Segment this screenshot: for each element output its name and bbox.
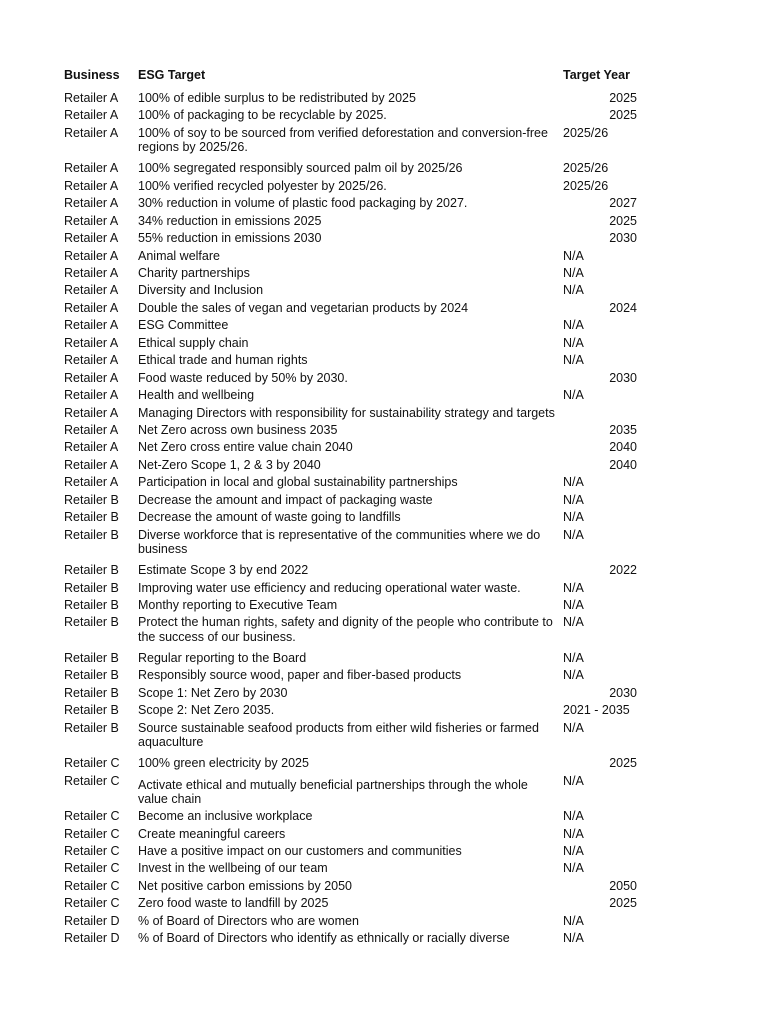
table-row [0,438,768,455]
cell-business: Retailer B [64,492,119,507]
cell-business: Retailer B [64,668,119,683]
cell-target-year: 2025 [609,213,637,228]
cell-esg-target: 100% segregated responsibly sourced palm oil by 2025/26 [138,161,463,176]
table-row [0,649,768,666]
cell-esg-target: Invest in the wellbeing of our team [138,861,328,876]
table-row [0,719,768,755]
table-row [0,177,768,194]
header-esg-target: ESG Target [138,68,206,82]
cell-business: Retailer A [64,475,119,490]
cell-esg-target: Monthy reporting to Executive Team [138,597,338,612]
cell-target-year: 2025/26 [563,125,609,140]
cell-target-year: N/A [563,650,584,665]
table-row [0,807,768,824]
cell-business: Retailer C [64,826,120,841]
table-row [0,754,768,771]
cell-business: Retailer C [64,773,120,788]
cell-esg-target: Scope 2: Net Zero 2035. [138,703,275,718]
cell-business: Retailer B [64,615,119,630]
cell-target-year: N/A [563,615,584,630]
cell-business: Retailer C [64,878,120,893]
cell-esg-target: Diversity and Inclusion [138,283,264,298]
table-row [0,701,768,718]
cell-esg-target: Protect the human rights, safety and dignity of the people who contribute to the success of our business. [138,615,553,644]
cell-business: Retailer B [64,685,119,700]
table-row [0,229,768,246]
cell-esg-target: Double the sales of vegan and vegetarian products by 2024 [138,300,469,315]
cell-target-year: 2024 [609,300,637,315]
cell-target-year: N/A [563,861,584,876]
cell-target-year: 2025 [609,91,637,105]
cell-business: Retailer A [64,178,119,193]
cell-target-year: N/A [563,931,584,946]
cell-business: Retailer A [64,353,119,368]
cell-business: Retailer B [64,703,119,718]
cell-esg-target: Create meaningful careers [138,826,286,841]
cell-business: Retailer B [64,650,119,665]
cell-business: Retailer A [64,196,119,211]
cell-business: Retailer A [64,318,119,333]
table-row [0,351,768,368]
cell-target-year: N/A [563,335,584,350]
cell-target-year: 2035 [609,422,637,437]
cell-esg-target: Become an inclusive workplace [138,809,313,824]
cell-target-year: N/A [563,510,584,525]
table-row [0,561,768,578]
table-body [0,89,768,947]
cell-esg-target: Charity partnerships [138,266,250,280]
cell-target-year: N/A [563,809,584,824]
cell-esg-target: Managing Directors with responsibility for sustainability strategy and targets [138,405,555,420]
table-row [0,842,768,859]
cell-target-year: N/A [563,266,584,280]
cell-target-year: 2025 [609,756,637,771]
table-row [0,684,768,701]
table-row [0,299,768,316]
cell-esg-target: Zero food waste to landfill by 2025 [138,896,329,911]
cell-target-year: 2022 [609,563,637,578]
cell-target-year: 2025 [609,108,637,123]
cell-target-year: N/A [563,492,584,507]
cell-business: Retailer A [64,388,119,403]
table-row [0,281,768,298]
table-row [0,212,768,229]
table-row [0,316,768,333]
cell-esg-target: 100% of edible surplus to be redistributed by 2025 [138,91,416,105]
cell-esg-target: Net Zero cross entire value chain 2040 [138,440,353,455]
cell-business: Retailer A [64,213,119,228]
cell-target-year: N/A [563,597,584,612]
cell-esg-target: 100% of soy to be sourced from verified deforestation and conversion-free regions by 2025/26. [138,125,548,155]
cell-target-year: N/A [563,580,584,595]
cell-business: Retailer A [64,125,119,140]
cell-esg-target: Ethical trade and human rights [138,353,308,368]
cell-business: Retailer A [64,108,119,123]
cell-business: Retailer A [64,266,119,280]
cell-target-year: N/A [563,913,584,928]
cell-target-year: N/A [563,318,584,333]
cell-business: Retailer B [64,580,119,595]
cell-business: Retailer D [64,931,120,946]
cell-esg-target: Estimate Scope 3 by end 2022 [138,563,309,578]
table-row [0,386,768,403]
cell-target-year: 2027 [609,196,637,211]
table-row [0,334,768,351]
cell-business: Retailer A [64,422,119,437]
table-row [0,264,768,281]
cell-esg-target: 100% of packaging to be recyclable by 2025. [138,108,387,123]
table-row [0,508,768,525]
cell-esg-target: Improving water use efficiency and reducing operational water waste. [138,580,521,595]
table-row [0,369,768,386]
table-row [0,473,768,490]
cell-esg-target: Diverse workforce that is representative of the communities where we do business [138,527,541,557]
cell-business: Retailer B [64,720,119,735]
cell-target-year: 2030 [609,231,637,246]
cell-esg-target: 34% reduction in emissions 2025 [138,213,322,228]
cell-business: Retailer C [64,861,120,876]
cell-business: Retailer C [64,809,120,824]
cell-business: Retailer C [64,843,120,858]
cell-esg-target: Animal welfare [138,248,220,263]
table-row [0,456,768,473]
table-row [0,666,768,683]
cell-target-year: N/A [563,283,584,298]
cell-business: Retailer C [64,756,120,771]
table-row [0,579,768,596]
cell-target-year: 2050 [609,878,637,893]
cell-esg-target: % of Board of Directors who identify as ethnically or racially diverse [138,931,510,946]
table-header [0,68,768,86]
table-row [0,421,768,438]
cell-esg-target: Decrease the amount of waste going to landfills [138,510,401,525]
cell-business: Retailer B [64,510,119,525]
cell-target-year: N/A [563,843,584,858]
cell-business: Retailer D [64,913,120,928]
table-row [0,526,768,562]
cell-esg-target: Decrease the amount and impact of packaging waste [138,492,433,507]
cell-target-year: 2040 [609,457,637,472]
table-row [0,404,768,421]
cell-esg-target: 100% verified recycled polyester by 2025/26. [138,178,387,193]
table-row [0,159,768,176]
cell-target-year: N/A [563,475,584,490]
cell-esg-target: Have a positive impact on our customers and communities [138,843,462,858]
table-row [0,124,768,160]
cell-business: Retailer A [64,231,119,246]
cell-esg-target: % of Board of Directors who are women [138,913,359,928]
table-row [0,772,768,808]
cell-target-year: N/A [563,826,584,841]
cell-business: Retailer B [64,597,119,612]
cell-target-year: 2025/26 [563,161,609,176]
header-business: Business [64,68,120,82]
cell-target-year: 2025 [609,896,637,911]
cell-business: Retailer A [64,300,119,315]
cell-target-year: N/A [563,353,584,368]
cell-esg-target: ESG Committee [138,318,229,333]
cell-esg-target: Scope 1: Net Zero by 2030 [138,685,288,700]
cell-business: Retailer A [64,335,119,350]
table-row [0,89,768,106]
table-row [0,877,768,894]
cell-esg-target: Food waste reduced by 50% by 2030. [138,370,348,385]
cell-esg-target: 30% reduction in volume of plastic food packaging by 2027. [138,196,468,211]
table-row [0,929,768,946]
cell-target-year: N/A [563,720,584,735]
cell-esg-target: Activate ethical and mutually beneficial partnerships through the whole value chain [138,777,528,807]
cell-business: Retailer A [64,405,119,420]
cell-business: Retailer A [64,283,119,298]
table-row [0,194,768,211]
cell-business: Retailer C [64,896,120,911]
cell-esg-target: Responsibly source wood, paper and fiber-based products [138,668,462,683]
cell-target-year: N/A [563,248,584,263]
cell-target-year: 2040 [609,440,637,455]
table-row [0,106,768,123]
cell-business: Retailer A [64,91,119,105]
cell-esg-target: Net Zero across own business 2035 [138,422,338,437]
cell-business: Retailer B [64,563,119,578]
cell-esg-target: Participation in local and global sustainability partnerships [138,475,458,490]
cell-esg-target: Health and wellbeing [138,388,255,403]
cell-target-year: 2021 - 2035 [563,703,630,718]
cell-business: Retailer A [64,161,119,176]
table-row [0,859,768,876]
cell-business: Retailer A [64,370,119,385]
cell-target-year: N/A [563,668,584,683]
table-row [0,491,768,508]
cell-esg-target: Net positive carbon emissions by 2050 [138,878,353,893]
cell-target-year: 2030 [609,370,637,385]
table-row [0,894,768,911]
cell-esg-target: Net-Zero Scope 1, 2 & 3 by 2040 [138,457,321,472]
cell-esg-target: Source sustainable seafood products from either wild fisheries or farmed aquaculture [138,720,539,750]
cell-business: Retailer A [64,248,119,263]
cell-target-year: 2025/26 [563,178,609,193]
cell-business: Retailer A [64,457,119,472]
table-row [0,613,768,649]
cell-esg-target: Regular reporting to the Board [138,650,307,665]
cell-target-year: N/A [563,388,584,403]
table-row [0,596,768,613]
cell-esg-target: Ethical supply chain [138,335,249,350]
cell-esg-target: 55% reduction in emissions 2030 [138,231,322,246]
header-target-year: Target Year [563,68,630,82]
table-row [0,912,768,929]
cell-esg-target: 100% green electricity by 2025 [138,756,309,771]
table-row [0,825,768,842]
cell-target-year: N/A [563,773,584,788]
table-row [0,247,768,264]
cell-business: Retailer B [64,527,119,542]
cell-target-year: 2030 [609,685,637,700]
cell-target-year: N/A [563,527,584,542]
cell-business: Retailer A [64,440,119,455]
